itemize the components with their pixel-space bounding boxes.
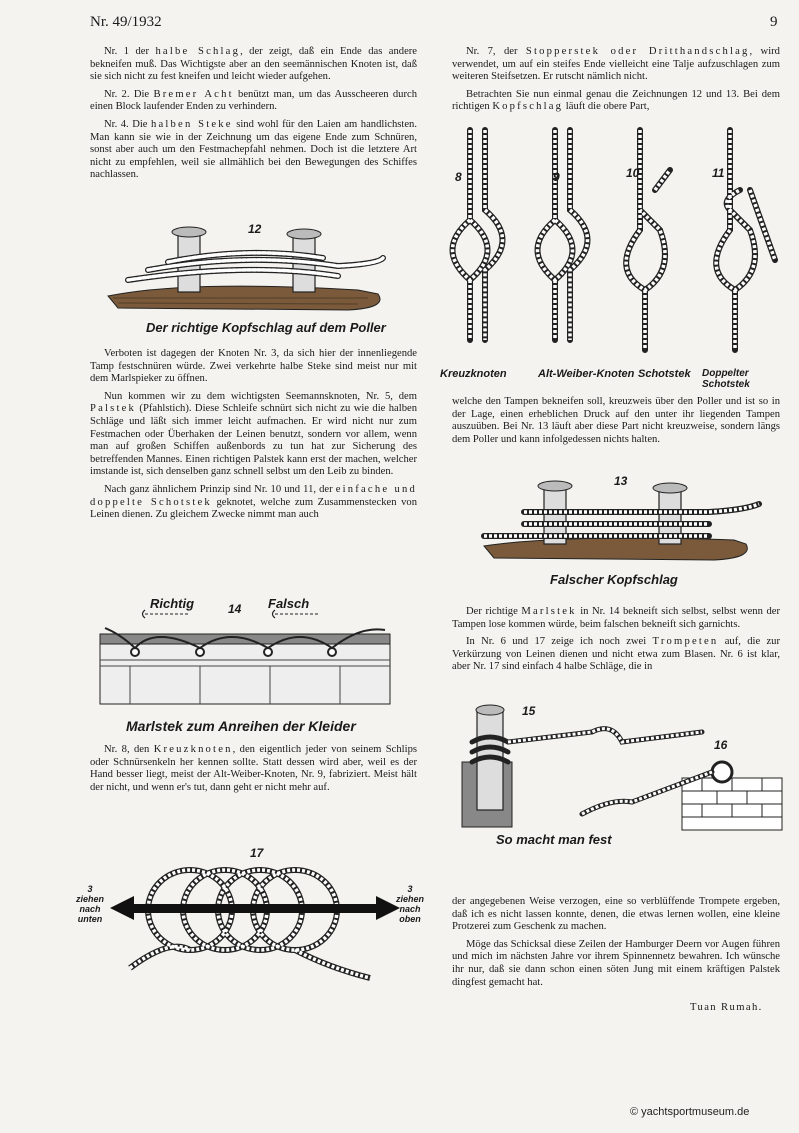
paragraph: In Nr. 6 und 17 zeige ich noch zwei Trompeten auf, die zur Verkürzung von Leinen dienen und nicht etwa zum Blasen. Nr. 6 ist klar, aber Nr. 17 sind einfach 4 halbe Schläge, die in xyxy=(452,636,780,673)
figure-15-16-caption: So macht man fest xyxy=(496,832,612,847)
figure-13-drawing xyxy=(484,478,774,568)
paragraph: Nach ganz ähnlichem Prinzip sind Nr. 10 und 11, der einfache und doppelte Schotstek geknotet, welche zum Zusammenstecken von Leinen dienen. Zu gleichem Zwecke nimmt man auch xyxy=(90,483,418,521)
watermark: © yachtsportmuseum.de xyxy=(630,1106,750,1118)
figure-14-caption: Marlstek zum Anreihen der Kleider xyxy=(126,718,356,734)
paragraph: welche den Tampen bekneifen soll, kreuzweis über den Poller und ist so in der Lage, einen erheblichen Druck auf den unter ihr liegenden Tampen auszuüben. Bei Nr. 13 läuft aber diese Part nicht kreuzweise, sondern längs dem Poller und kann infolgedessen nichts halten. xyxy=(452,396,780,445)
figure-13-caption: Falscher Kopfschlag xyxy=(550,572,678,587)
left-text-block-3 xyxy=(90,744,417,799)
figure-12-number: 12 xyxy=(248,222,262,236)
paragraph: der angegebenen Weise verzogen, eine so verblüffende Trompete ergeben, daß ich es nicht lassen konnte, denen, die etwas lernen wollen, eine kleine Protzerei zum Geschenk zu machen. xyxy=(452,896,780,933)
figure-16-number: 16 xyxy=(714,738,728,752)
right-text-block-2 xyxy=(452,396,780,451)
left-text-block-2 xyxy=(90,348,417,527)
figure-14-label-richtig: Richtig xyxy=(150,596,195,611)
right-text-block-4 xyxy=(452,896,780,994)
paragraph: Nun kommen wir zu dem wichtigsten Seemannsknoten, Nr. 5, dem Palstek (Pfahlstich). Diese Schleife schnürt sich nicht zu wie die halben Schläge und läßt sich immer leicht aufmachen. Er wird nicht nur zum Festmachen oder Überhaken der Leinen benutzt, sondern vor allem, wenn man auf großen Schiffen außenbords zu tun hat zur Sicherung des betreffenden Mannes. Einen richtigen Palstek kann erst der machen, welcher imstande ist, sich denselben ganz schnell selbst um den Leib zu binden. xyxy=(90,390,417,478)
figure-14-number: 14 xyxy=(228,602,242,616)
left-text-block-1 xyxy=(90,46,417,187)
figure-13-number: 13 xyxy=(614,474,628,488)
knot-label-kreuzknoten: Kreuzknoten xyxy=(440,368,507,380)
knots-8-11-drawing xyxy=(440,130,790,360)
paragraph: Nr. 8, den Kreuzknoten, den eigentlich jeder von seinem Schlips oder Schnürsenkeln her kennen sollte. Statt dessen wird aber, weil es der Hand besser liegt, meist der Alt-Weiber-Knoten, Nr. 9, fabriziert. Meist hält der nicht, und wenn er's tut, dann geht er nicht mehr auf. xyxy=(90,744,417,793)
knot-label-doppelter-schotstek: Doppelter Schotstek xyxy=(702,368,750,390)
figure-17-left-label: 3 ziehen nach unten xyxy=(75,884,104,924)
paragraph: Nr. 7, der Stopperstek oder Dritthandschlag, wird verwendet, um auf ein steifes Ende vielleicht eine Talje aufzuschlagen zum weiteren Steifsetzen. Er rutscht nämlich nicht. xyxy=(452,46,780,83)
paragraph: Nr. 4. Die halben Steke sind wohl für den Laien am handlichsten. Man kann sie wie in der Zeichnung um das eigene Ende zum Schnüren, sonst aber auch um den Festmachepfahl nehmen. Doch ist die letztere Art nicht zu empfehlen, weil sie allmählich bei den Bewegungen des Schiffes nachlassen. xyxy=(90,118,417,181)
issue-number: Nr. 49/1932 xyxy=(90,14,162,30)
figure-15-number: 15 xyxy=(522,704,536,718)
figure-17-drawing xyxy=(110,858,400,983)
figure-17-right-label: 3 ziehen nach oben xyxy=(395,884,424,924)
paragraph: Nr. 2. Die Bremer Acht benützt man, um das Ausscheeren durch einen Block laufender Enden zu verhindern. xyxy=(90,88,418,113)
knot-number-10: 10 xyxy=(626,166,640,180)
paragraph: Möge das Schicksal diese Zeilen der Hamburger Deern vor Augen führen und mich im nächsten Jahre vor ihrem Spinnennetz bewahren. Ich wünsche ihr nur, daß sie dann schon einen söten Jung mit einem kräftigen Palstek dingfest gemacht hat. xyxy=(452,938,780,988)
paragraph: Betrachten Sie nun einmal genau die Zeichnungen 12 und 13. Bei dem richtigen Kopfschlag läuft die obere Part, xyxy=(452,88,780,113)
right-text-block-1 xyxy=(452,46,780,119)
figure-12-caption: Der richtige Kopfschlag auf dem Poller xyxy=(146,320,386,335)
knot-label-alt-weiber-knoten: Alt-Weiber-Knoten xyxy=(538,368,635,380)
figure-17-number: 17 xyxy=(250,846,264,860)
right-text-block-3 xyxy=(452,606,780,679)
figure-14-label-falsch: Falsch xyxy=(268,596,310,611)
figure-14-drawing xyxy=(100,604,390,714)
knot-number-8: 8 xyxy=(455,170,462,184)
author-signature: Tuan Rumah. xyxy=(690,1002,763,1013)
figure-15-16-drawing xyxy=(462,702,782,834)
paragraph: Verboten ist dagegen der Knoten Nr. 3, da sich hier der innenliegende Tamp festschnüren würde. Zwei verkehrte halbe Steke sind meist nur mit dem Marlspieker zu öffnen. xyxy=(90,348,417,385)
knot-number-11: 11 xyxy=(712,166,725,180)
paragraph: Nr. 1 der halbe Schlag, der zeigt, daß ein Ende das andere bekneifen muß. Das Wichtigste aber an den seemännischen Knoten ist, daß sie sich nicht zu fest kneifen und leicht wieder aufgehen. xyxy=(90,46,418,83)
page-number: 9 xyxy=(770,14,778,30)
paragraph: Der richtige Marlstek in Nr. 14 bekneift sich selbst, selbst wenn der Tampen lose kommen würde, beim falschen bekneift sich garnichts. xyxy=(452,606,780,630)
knot-label-schotstek: Schotstek xyxy=(638,368,691,380)
knot-number-9: 9 xyxy=(553,170,560,184)
